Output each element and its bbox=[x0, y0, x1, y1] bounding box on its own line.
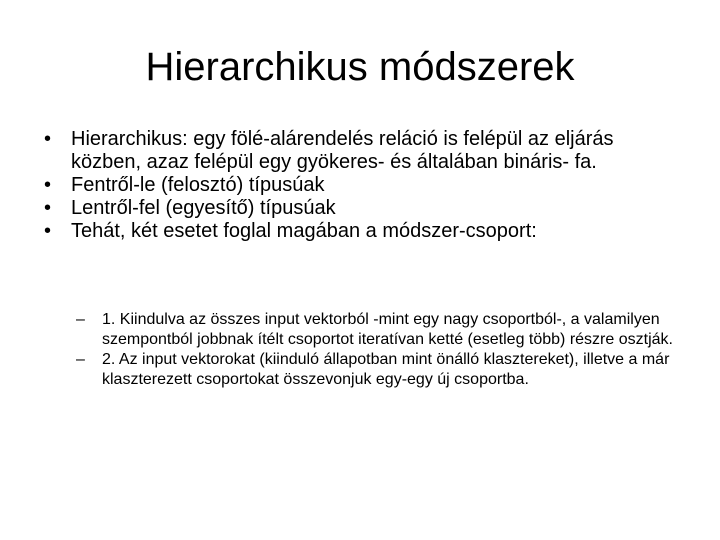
bullet-text: Tehát, két esetet foglal magában a módszer-csoport: bbox=[71, 220, 537, 242]
bullet-marker: • bbox=[44, 128, 52, 150]
sub-bullet-list bbox=[76, 310, 686, 390]
bullet-marker: • bbox=[44, 197, 52, 219]
bullet-text: Hierarchikus: egy fölé-alárendelés reláció is felépül az eljárás közben, azaz felépül egy gyökeres- és általában bináris- fa. bbox=[71, 128, 614, 173]
bullet-item bbox=[44, 220, 684, 243]
bullet-marker: • bbox=[44, 174, 52, 196]
bullet-item bbox=[44, 197, 684, 220]
sub-bullet-item bbox=[76, 310, 686, 350]
bullet-item bbox=[44, 174, 684, 197]
sub-bullet-marker: – bbox=[76, 351, 85, 368]
sub-bullet-text: 2. Az input vektorokat (kiinduló állapotban mint önálló klasztereket), illetve a már klaszterezett csoportokat összevonjuk egy-egy új csoportba. bbox=[102, 351, 670, 388]
bullet-marker: • bbox=[44, 220, 52, 242]
sub-bullet-item bbox=[76, 350, 686, 390]
bullet-list bbox=[44, 128, 684, 243]
bullet-item bbox=[44, 128, 684, 174]
bullet-text: Lentről-fel (egyesítő) típusúak bbox=[71, 197, 336, 219]
slide-title: Hierarchikus módszerek bbox=[145, 45, 575, 89]
bullet-text: Fentről-le (felosztó) típusúak bbox=[71, 174, 325, 196]
sub-bullet-marker: – bbox=[76, 311, 85, 328]
sub-bullet-text: 1. Kiindulva az összes input vektorból -mint egy nagy csoportból-, a valamilyen szempontból jobbnak ítélt csoportot iteratívan ketté (esetleg több) részre osztják. bbox=[102, 311, 673, 348]
